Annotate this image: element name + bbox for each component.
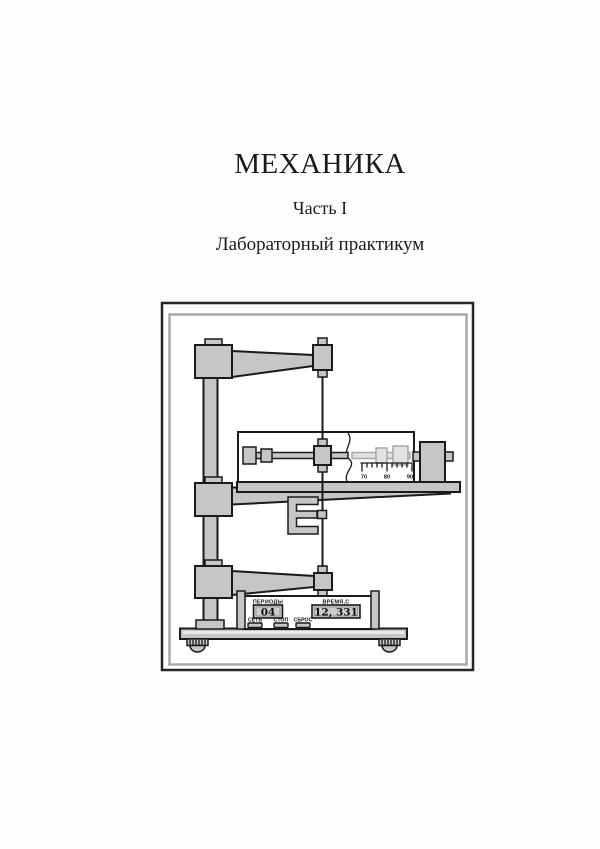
wire-node	[318, 511, 327, 519]
power-button	[248, 623, 262, 628]
time-label: ВРЕМЯ,С	[322, 599, 350, 606]
upper-wire-clamp	[313, 345, 332, 370]
time-value: 12, 331	[314, 606, 358, 619]
reset-button-label: СБРОС	[293, 617, 313, 624]
center-wire-clamp	[314, 446, 331, 465]
scale-tick-label-90: 90	[406, 474, 414, 481]
column-foot	[196, 620, 224, 629]
rod-collar	[261, 449, 272, 462]
rod-end-weight	[243, 447, 256, 464]
scale-tick-label-70: 70	[360, 474, 368, 481]
timer-unit	[237, 591, 379, 629]
timer-post-right	[371, 591, 379, 629]
apparatus-figure	[158, 298, 478, 676]
upper-suspension-pin	[318, 338, 327, 345]
power-button-label: СЕТЬ	[247, 617, 263, 624]
periods-label: ПЕРИОДЫ	[252, 599, 284, 606]
platform-shelf	[237, 482, 460, 492]
reset-button	[296, 623, 310, 628]
part-heading: Часть I	[292, 198, 348, 218]
stop-button	[274, 623, 288, 628]
scale-tick-label-80: 80	[383, 474, 391, 481]
lower-wire-clamp	[314, 573, 332, 590]
time-display	[312, 605, 360, 619]
page-title: МЕХАНИКА	[234, 148, 406, 180]
subtitle-heading: Лабораторный практикум	[215, 234, 425, 255]
stop-button-label: СТОП	[273, 617, 289, 624]
timer-post-left	[237, 591, 245, 629]
periods-display	[254, 605, 283, 619]
periods-value: 04	[260, 606, 276, 619]
